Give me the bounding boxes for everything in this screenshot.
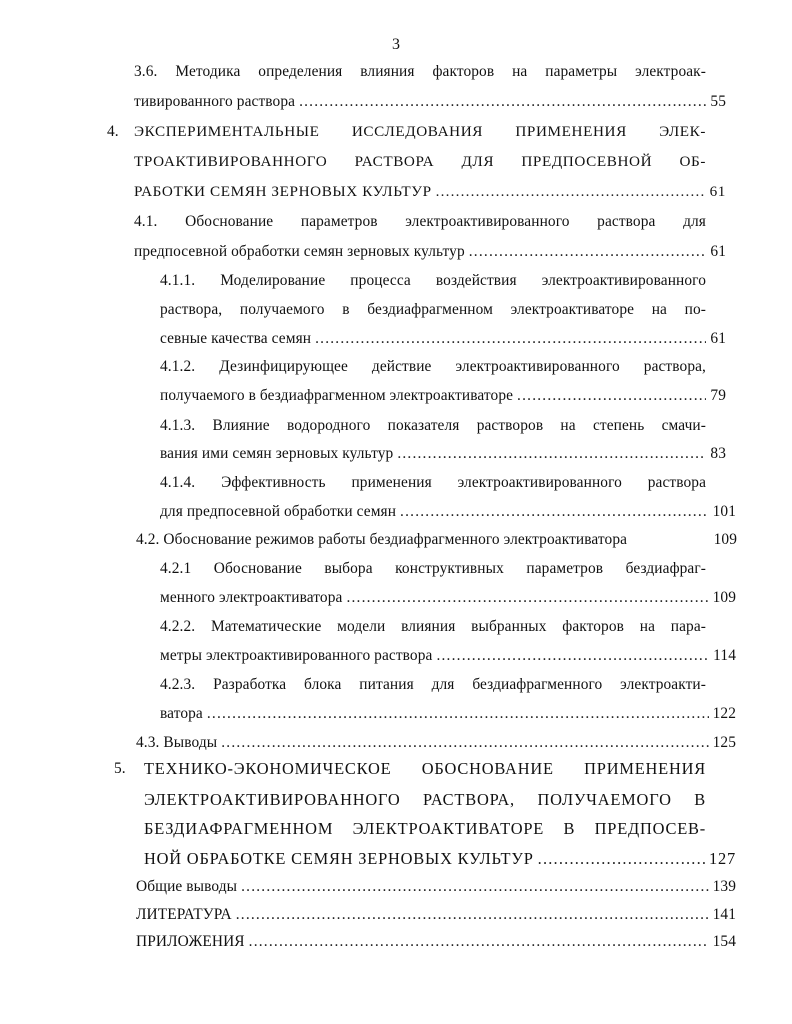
toc-line: вания ими семян зерновых культур (160, 445, 394, 462)
dot-leader (249, 932, 709, 952)
toc-page: 139 (712, 878, 736, 895)
dot-leader (346, 588, 708, 608)
toc-line-leader (160, 444, 726, 464)
toc-line-leader (160, 646, 736, 666)
toc-line-leader (134, 92, 726, 112)
toc-page: 109 (713, 531, 737, 548)
toc-page: 109 (712, 589, 736, 606)
toc-line-leader (136, 530, 737, 550)
dot-leader (436, 182, 706, 202)
toc-line: тивированного раствора (134, 93, 296, 110)
toc-line-leader (134, 182, 726, 202)
dot-leader (469, 242, 707, 262)
toc-page: 83 (710, 445, 726, 462)
toc-page: 125 (712, 734, 736, 751)
toc-line: ПРИЛОЖЕНИЯ (136, 933, 245, 950)
toc-line: 4.3. Выводы (136, 734, 218, 751)
toc-page: 101 (712, 503, 736, 520)
toc-line: 4.1. Обоснование параметров электроактивированного раствора для (134, 213, 706, 230)
toc-line-leader (160, 704, 736, 724)
dot-leader (400, 502, 709, 522)
toc-line-leader (136, 877, 736, 897)
toc-line: 4.1.2. Дезинфицирующее действие электроактивированного раствора, (160, 358, 706, 375)
toc-line-leader (160, 386, 726, 406)
toc-line: для предпосевной обработки семян (160, 503, 397, 520)
toc-page: 154 (712, 933, 736, 950)
toc-line: получаемого в бездиафрагменном электроактиваторе (160, 387, 514, 404)
toc-page: 61 (709, 183, 726, 200)
toc-page: 61 (710, 243, 726, 260)
toc-line: 4.1.3. Влияние водородного показателя растворов на степень смачи- (160, 417, 706, 434)
toc-line: Общие выводы (136, 878, 238, 895)
toc-line-leader (136, 733, 736, 753)
toc-line: ТРОАКТИВИРОВАННОГО РАСТВОРА ДЛЯ ПРЕДПОСЕВНОЙ ОБ- (134, 153, 706, 170)
toc-page: 127 (709, 849, 736, 868)
dot-leader (207, 704, 709, 724)
dot-leader (436, 646, 709, 666)
toc-line: метры электроактивированного раствора (160, 647, 433, 664)
dot-leader (397, 444, 706, 464)
chapter-number: 5. (114, 760, 126, 777)
toc-line-leader (144, 849, 736, 869)
toc-line-leader (160, 502, 736, 522)
dot-leader (315, 329, 706, 349)
toc-line: менного электроактиватора (160, 589, 343, 606)
toc-line: 4.1.1. Моделирование процесса воздействия электроактивированного (160, 272, 706, 289)
dot-leader (221, 733, 708, 753)
toc-line: севные качества семян (160, 330, 312, 347)
toc-line: предпосевной обработки семян зерновых культур (134, 243, 465, 260)
toc-line: ватора (160, 705, 203, 722)
dot-leader (517, 386, 706, 406)
toc-line: НОЙ ОБРАБОТКЕ СЕМЯН ЗЕРНОВЫХ КУЛЬТУР (144, 849, 534, 868)
toc-line: раствора, получаемого в бездиафрагменном электроактиваторе на по- (160, 301, 706, 318)
page-number: 3 (392, 36, 400, 53)
toc-page: 122 (712, 705, 736, 722)
toc-line: ЭКСПЕРИМЕНТАЛЬНЫЕ ИССЛЕДОВАНИЯ ПРИМЕНЕНИЯ ЭЛЕК- (134, 123, 706, 140)
toc-line: 4.2.1 Обоснование выбора конструктивных параметров бездиафраг- (160, 560, 706, 577)
toc-line: 3.6. Методика определения влияния факторов на параметры электроак- (134, 63, 706, 80)
toc-line: 4.2. Обоснование режимов работы бездиафрагменного электроактиватора (136, 531, 628, 548)
toc-line-leader (136, 905, 736, 925)
toc-line-leader (160, 329, 726, 349)
toc-line-leader (136, 932, 736, 952)
toc-page: 79 (710, 387, 726, 404)
toc-line: ТЕХНИКО-ЭКОНОМИЧЕСКОЕ ОБОСНОВАНИЕ ПРИМЕНЕНИЯ (144, 759, 706, 778)
dot-leader (299, 92, 706, 112)
chapter-number: 4. (107, 123, 119, 140)
dot-leader (236, 905, 709, 925)
toc-line: РАБОТКИ СЕМЯН ЗЕРНОВЫХ КУЛЬТУР (134, 183, 432, 200)
dot-leader (241, 877, 709, 897)
toc-line-leader (134, 242, 726, 262)
toc-line: 4.2.3. Разработка блока питания для бездиафрагменного электроакти- (160, 676, 706, 693)
toc-line: 4.2.2. Математические модели влияния выбранных факторов на пара- (160, 618, 706, 635)
dot-leader (538, 849, 705, 869)
toc-page: 55 (710, 93, 726, 110)
toc-page: 61 (710, 330, 726, 347)
toc-page: 114 (713, 647, 736, 664)
toc-line: ЛИТЕРАТУРА (136, 906, 232, 923)
toc-page: 141 (712, 906, 736, 923)
toc-line-leader (160, 588, 736, 608)
toc-line: 4.1.4. Эффективность применения электроактивированного раствора (160, 474, 706, 491)
toc-line: ЭЛЕКТРОАКТИВИРОВАННОГО РАСТВОРА, ПОЛУЧАЕМОГО В (144, 790, 706, 809)
toc-line: БЕЗДИАФРАГМЕННОМ ЭЛЕКТРОАКТИВАТОРЕ В ПРЕДПОСЕВ- (144, 819, 706, 838)
